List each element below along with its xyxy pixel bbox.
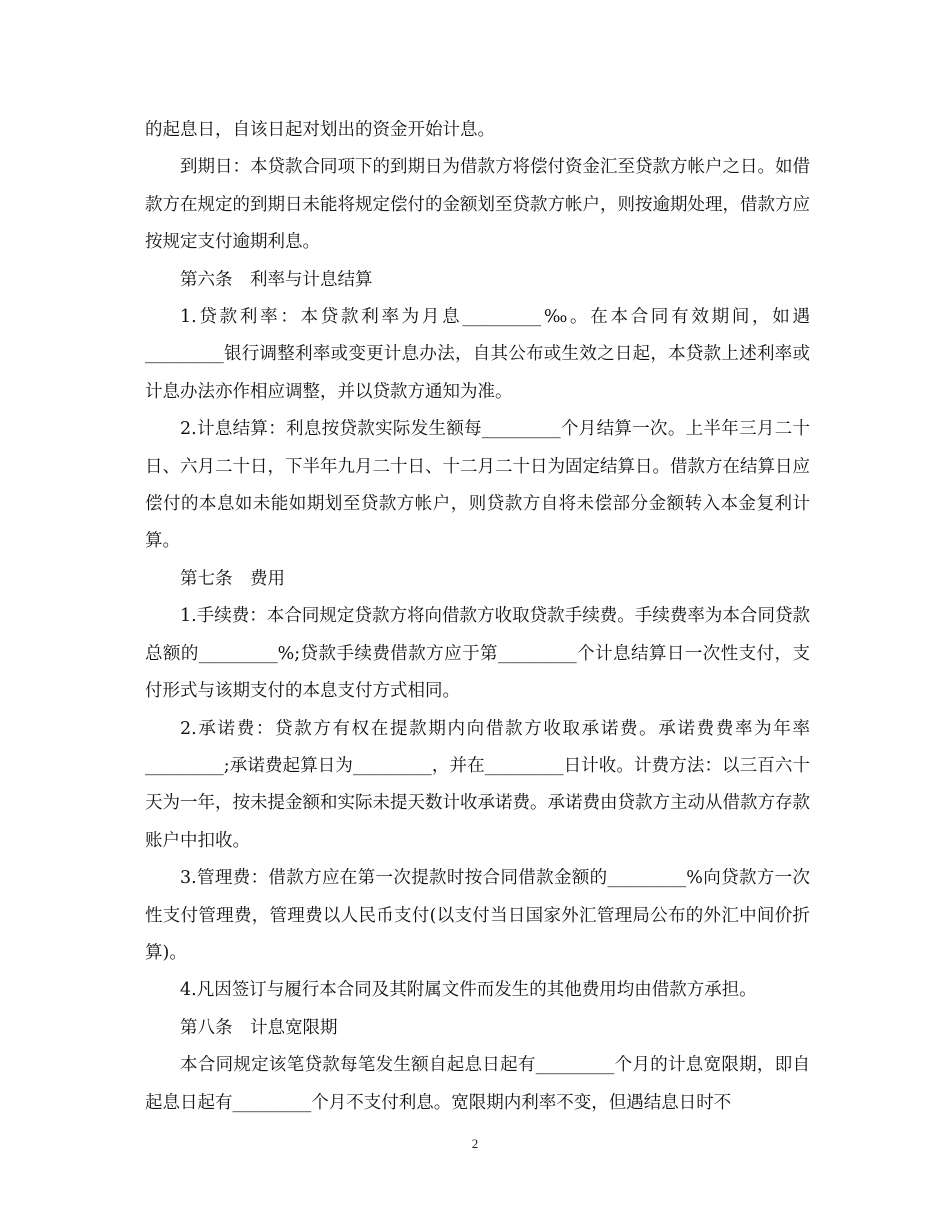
paragraph: 2.计息结算：利息按贷款实际发生额每_________个月结算一次。上半年三月二十日、六月二十日，下半年九月二十日、十二月二十日为固定结算日。借款方在结算日应偿付的本息如未能如期划至贷款方帐户，则贷款方自将未偿部分金额转入本金复利计算。 xyxy=(145,419,810,552)
paragraph: 2.承诺费：贷款方有权在提款期内向借款方收取承诺费。承诺费费率为年率_________;承诺费起算日为_________，并在_________日计收。计费方法：以三百六十天为一年，按未提金额和实际未提天数计收承诺费。承诺费由贷款方主动从借款方存款账户中扣收。 xyxy=(145,718,810,851)
paragraph: 本合同规定该笔贷款每笔发生额自起息日起有_________个月的计息宽限期，即自起息日起有_________个月不支付利息。宽限期内利率不变，但遇结息日时不 xyxy=(145,1055,810,1113)
paragraph: 的起息日，自该日起对划出的资金开始计息。 xyxy=(145,120,495,140)
section-heading: 第六条 利率与计息结算 xyxy=(180,269,373,290)
paragraph: 4.凡因签订与履行本合同及其附属文件而发生的其他费用均由借款方承担。 xyxy=(180,980,757,1001)
section-heading: 第八条 计息宽限期 xyxy=(180,1017,338,1038)
document-body xyxy=(145,112,810,1122)
paragraph: 到期日：本贷款合同项下的到期日为借款方将偿付资金汇至贷款方帐户之日。如借款方在规定的到期日未能将规定偿付的金额划至贷款方帐户，则按逾期处理，借款方应按规定支付逾期利息。 xyxy=(145,157,810,253)
page-number: 2 xyxy=(471,1136,479,1151)
paragraph: 1.手续费：本合同规定贷款方将向借款方收取贷款手续费。手续费率为本合同贷款总额的_________%;贷款手续费借款方应于第_________个计息结算日一次性支付，支付形式与该期支付的本息支付方式相同。 xyxy=(145,606,810,702)
section-heading: 第七条 费用 xyxy=(180,568,285,589)
paragraph: 1.贷款利率：本贷款利率为月息_________‰。在本合同有效期间，如遇_________银行调整利率或变更计息办法，自其公布或生效之日起，本贷款上述利率或计息办法亦作相应调整，并以贷款方通知为准。 xyxy=(145,307,810,402)
paragraph: 3.管理费：借款方应在第一次提款时按合同借款金额的_________%向贷款方一次性支付管理费，管理费以人民币支付(以支付当日国家外汇管理局公布的外汇中间价折算)。 xyxy=(145,868,810,963)
